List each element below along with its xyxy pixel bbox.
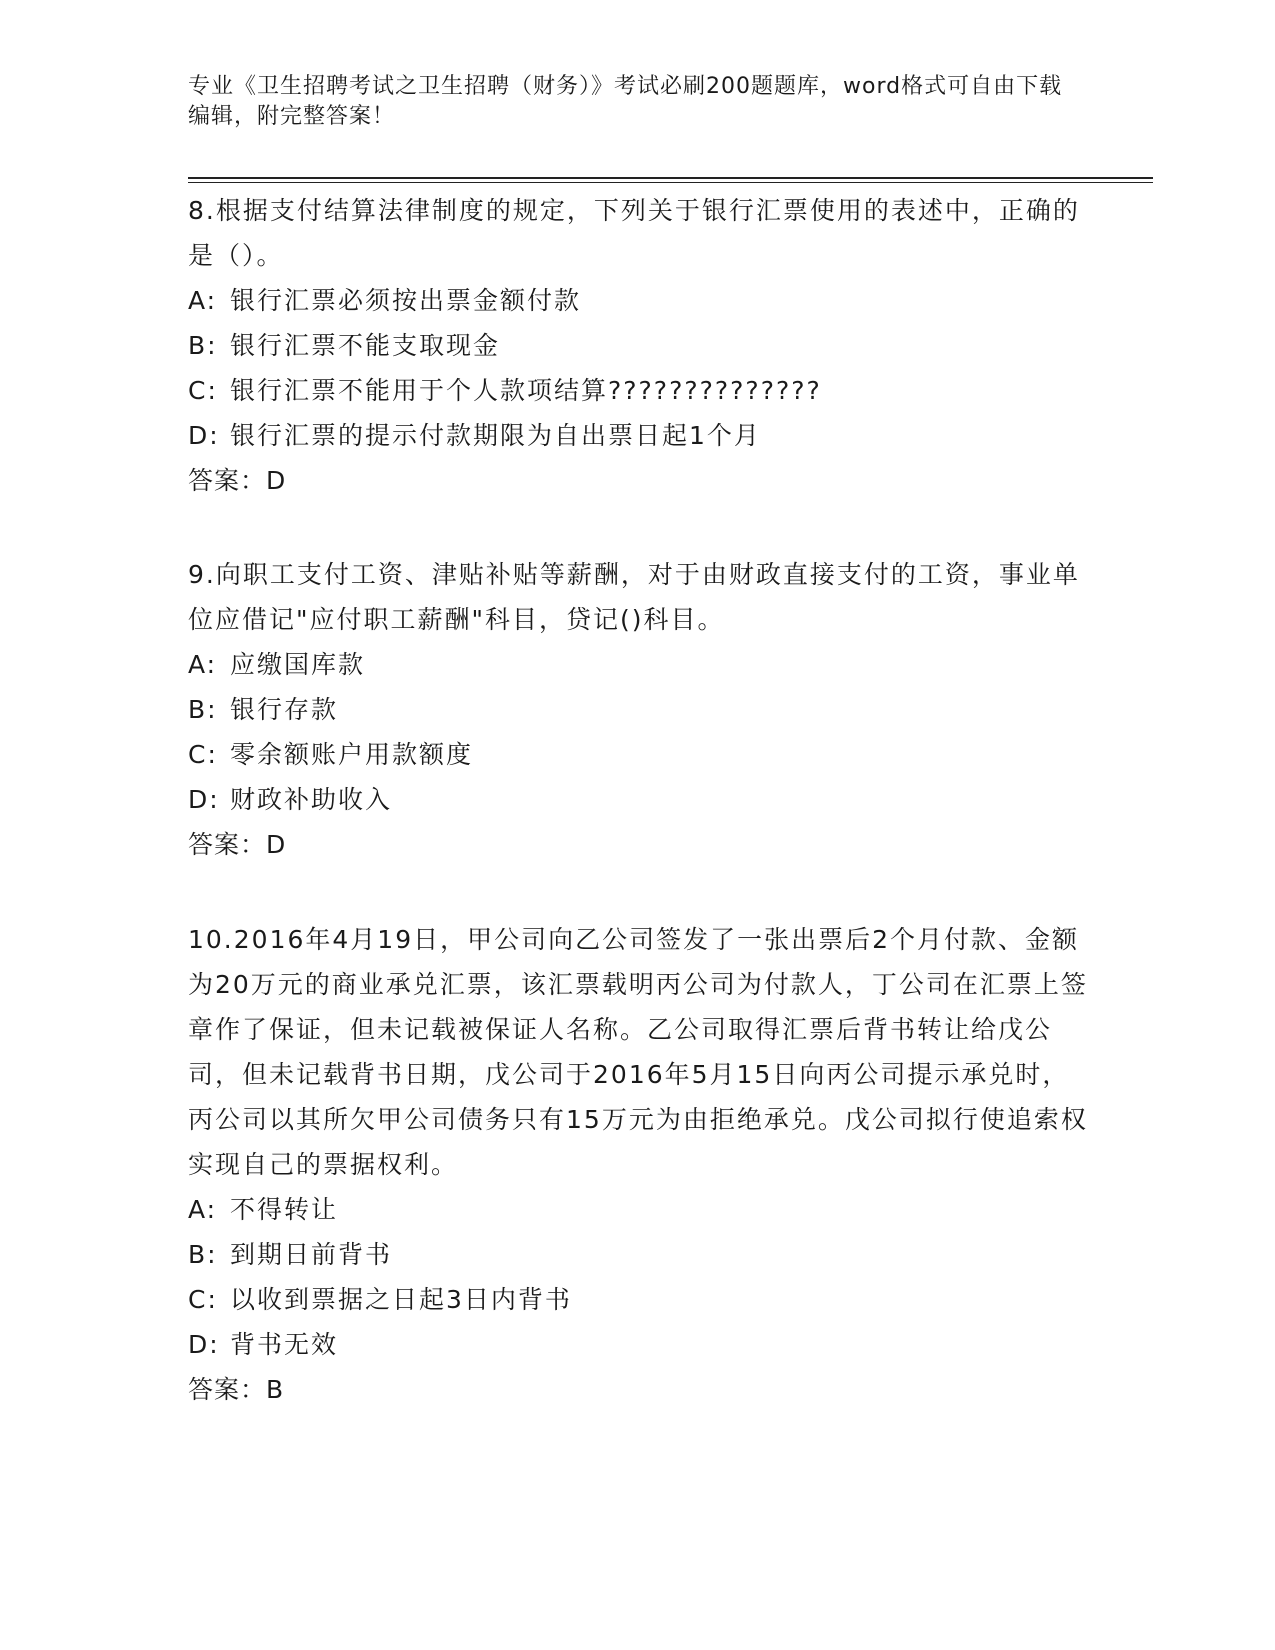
option-label: D: — [188, 1330, 220, 1359]
answer: 答案：D — [188, 830, 287, 859]
option-label: C: — [188, 1285, 218, 1314]
option-text: 银行汇票的提示付款期限为自出票日起1个月 — [230, 421, 761, 450]
option-label: D: — [188, 421, 220, 450]
option-text: 银行汇票不能用于个人款项结算?????????????? — [230, 376, 822, 405]
option-b — [188, 1232, 1088, 1277]
option-label: D: — [188, 785, 220, 814]
option-text: 银行汇票不能支取现金 — [230, 331, 501, 360]
option-text: 背书无效 — [230, 1330, 339, 1359]
option-b — [188, 323, 1088, 368]
option-a — [188, 1187, 1088, 1232]
option-text: 不得转让 — [230, 1195, 339, 1224]
option-b — [188, 687, 1088, 732]
header-divider-thin — [188, 182, 1153, 183]
option-c — [188, 368, 1088, 413]
option-text: 银行汇票必须按出票金额付款 — [230, 286, 582, 315]
option-text: 应缴国库款 — [230, 650, 366, 679]
option-text: 到期日前背书 — [230, 1240, 393, 1269]
option-d — [188, 413, 1088, 458]
option-label: C: — [188, 740, 218, 769]
question-10 — [188, 917, 1088, 1412]
option-d — [188, 1322, 1088, 1367]
option-d — [188, 777, 1088, 822]
option-label: C: — [188, 376, 218, 405]
document-header: 专业《卫生招聘考试之卫生招聘（财务）》考试必刷200题题库，word格式可自由下载编辑，附完整答案！ — [188, 74, 1063, 129]
option-a — [188, 642, 1088, 687]
option-label: B: — [188, 331, 218, 360]
answer: 答案：B — [188, 1375, 285, 1404]
question-stem: 8.根据支付结算法律制度的规定，下列关于银行汇票使用的表述中，正确的是（）。 — [188, 196, 1080, 270]
option-text: 零余额账户用款额度 — [230, 740, 474, 769]
option-label: A: — [188, 650, 218, 679]
question-9 — [188, 552, 1088, 867]
option-c — [188, 732, 1088, 777]
question-stem: 10.2016年4月19日，甲公司向乙公司签发了一张出票后2个月付款、金额为20万元的商业承兑汇票，该汇票载明丙公司为付款人，丁公司在汇票上签章作了保证，但未记载被保证人名称。乙公司取得汇票后背书转让给戊公司，但未记载背书日期，戊公司于2016年5月15日向丙公司提示承兑时，丙公司以其所欠甲公司债务只有15万元为由拒绝承兑。戊公司拟行使追索权实现自己的票据权利。 — [188, 925, 1088, 1179]
option-a — [188, 278, 1088, 323]
option-label: B: — [188, 1240, 218, 1269]
answer: 答案：D — [188, 466, 287, 495]
option-label: B: — [188, 695, 218, 724]
header-divider — [188, 177, 1153, 179]
option-c — [188, 1277, 1088, 1322]
option-label: A: — [188, 1195, 218, 1224]
option-text: 以收到票据之日起3日内背书 — [230, 1285, 572, 1314]
option-text: 银行存款 — [230, 695, 339, 724]
option-label: A: — [188, 286, 218, 315]
option-text: 财政补助收入 — [230, 785, 393, 814]
question-8 — [188, 188, 1088, 503]
question-stem: 9.向职工支付工资、津贴补贴等薪酬，对于由财政直接支付的工资，事业单位应借记"应付职工薪酬"科目，贷记()科目。 — [188, 560, 1080, 634]
